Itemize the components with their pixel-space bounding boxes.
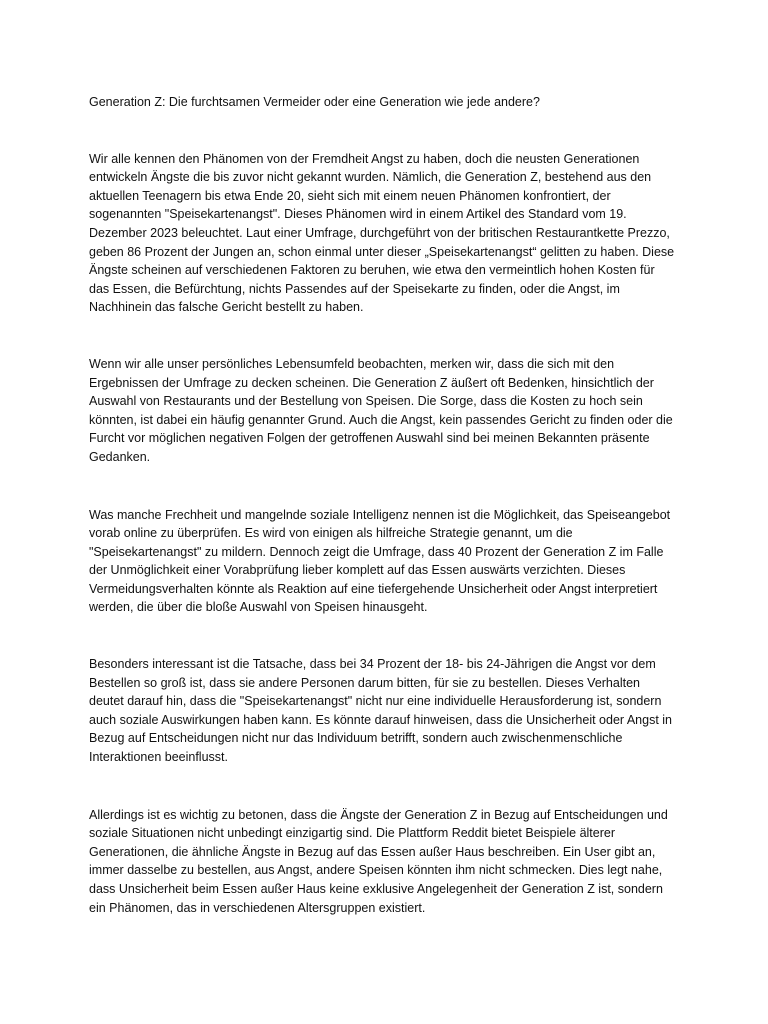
paragraph-3: Was manche Frechheit und mangelnde soziale Intelligenz nennen ist die Möglichkeit, das Speiseangebot vorab online zu überprüfen. Es wird von einigen als hilfreiche Strategie genannt, um die "Speisekartenangst" zu mildern. Dennoch zeigt die Umfrage, dass 40 Prozent der Generation Z im Falle der Unmöglichkeit einer Vorabprüfung lieber komplett auf das Essen auswärts verzichten. Dieses Vermeidungsverhalten könnte als Reaktion auf eine tiefergehende Unsicherheit oder Angst interpretiert werden, die über die bloße Auswahl von Speisen hinausgeht.	[89, 507, 671, 615]
paragraph-1: Wir alle kennen den Phänomen von der Fremdheit Angst zu haben, doch die neusten Generationen entwickeln Ängste die bis zuvor nicht gekannt wurden. Nämlich, die Generation Z, bestehend aus den aktuellen Teenagern bis etwa Ende 20, sieht sich mit einem neuen Phänomen konfrontiert, der sogenannten "Speisekartenangst". Dieses Phänomen wird in einem Artikel des Standard vom 19. Dezember 2023 beleuchtet. Laut einer Umfrage, durchgeführt von der britischen Restaurantkette Prezzo, geben 86 Prozent der Jungen an, schon einmal unter dieser „Speisekartenangst“ gelitten zu haben. Diese Ängste scheinen auf verschiedenen Faktoren zu beruhen, wie etwa den vermeintlich hohen Kosten für das Essen, die Befürchtung, nichts Passendes auf der Speisekarte zu finden, oder die Angst, im Nachhinein das falsche Gericht bestellt zu haben.	[89, 151, 675, 315]
paragraph-5: Allerdings ist es wichtig zu betonen, dass die Ängste der Generation Z in Bezug auf Entscheidungen und soziale Situationen nicht unbedingt einzigartig sind. Die Plattform Reddit bietet Beispiele älterer Generationen, die ähnliche Ängste in Bezug auf das Essen außer Haus beschreiben. Ein User gibt an, immer dasselbe zu bestellen, aus Angst, andere Speisen könnten ihm nicht schmecken. Dies legt nahe, dass Unsicherheit beim Essen außer Haus keine exklusive Angelegenheit der Generation Z ist, sondern ein Phänomen, das in verschiedenen Altersgruppen existiert.	[89, 807, 668, 915]
document-title: Generation Z: Die furchtsamen Vermeider oder eine Generation wie jede andere?	[89, 95, 540, 109]
document-page	[89, 93, 691, 917]
paragraph-4: Besonders interessant ist die Tatsache, dass bei 34 Prozent der 18- bis 24-Jährigen die Angst vor dem Bestellen so groß ist, dass sie andere Personen darum bitten, für sie zu bestellen. Dieses Verhalten deutet darauf hin, dass die "Speisekartenangst" nicht nur eine individuelle Herausforderung ist, sondern auch soziale Auswirkungen haben kann. Es könnte darauf hinweisen, dass die Unsicherheit oder Angst in Bezug auf Entscheidungen nicht nur das Individuum betrifft, sondern auch zwischenmenschliche Interaktionen beeinflusst.	[89, 657, 673, 765]
paragraph-2: Wenn wir alle unser persönliches Lebensumfeld beobachten, merken wir, dass die sich mit den Ergebnissen der Umfrage zu decken scheinen. Die Generation Z äußert oft Bedenken, hinsichtlich der Auswahl von Restaurants und der Bestellung von Speisen. Die Sorge, dass die Kosten zu hoch sein könnten, ist dabei ein häufig genannter Grund. Auch die Angst, kein passendes Gericht zu finden oder die Furcht vor möglichen negativen Folgen der getroffenen Auswahl sind bei meinen Bekannten präsente Gedanken.	[89, 356, 673, 464]
